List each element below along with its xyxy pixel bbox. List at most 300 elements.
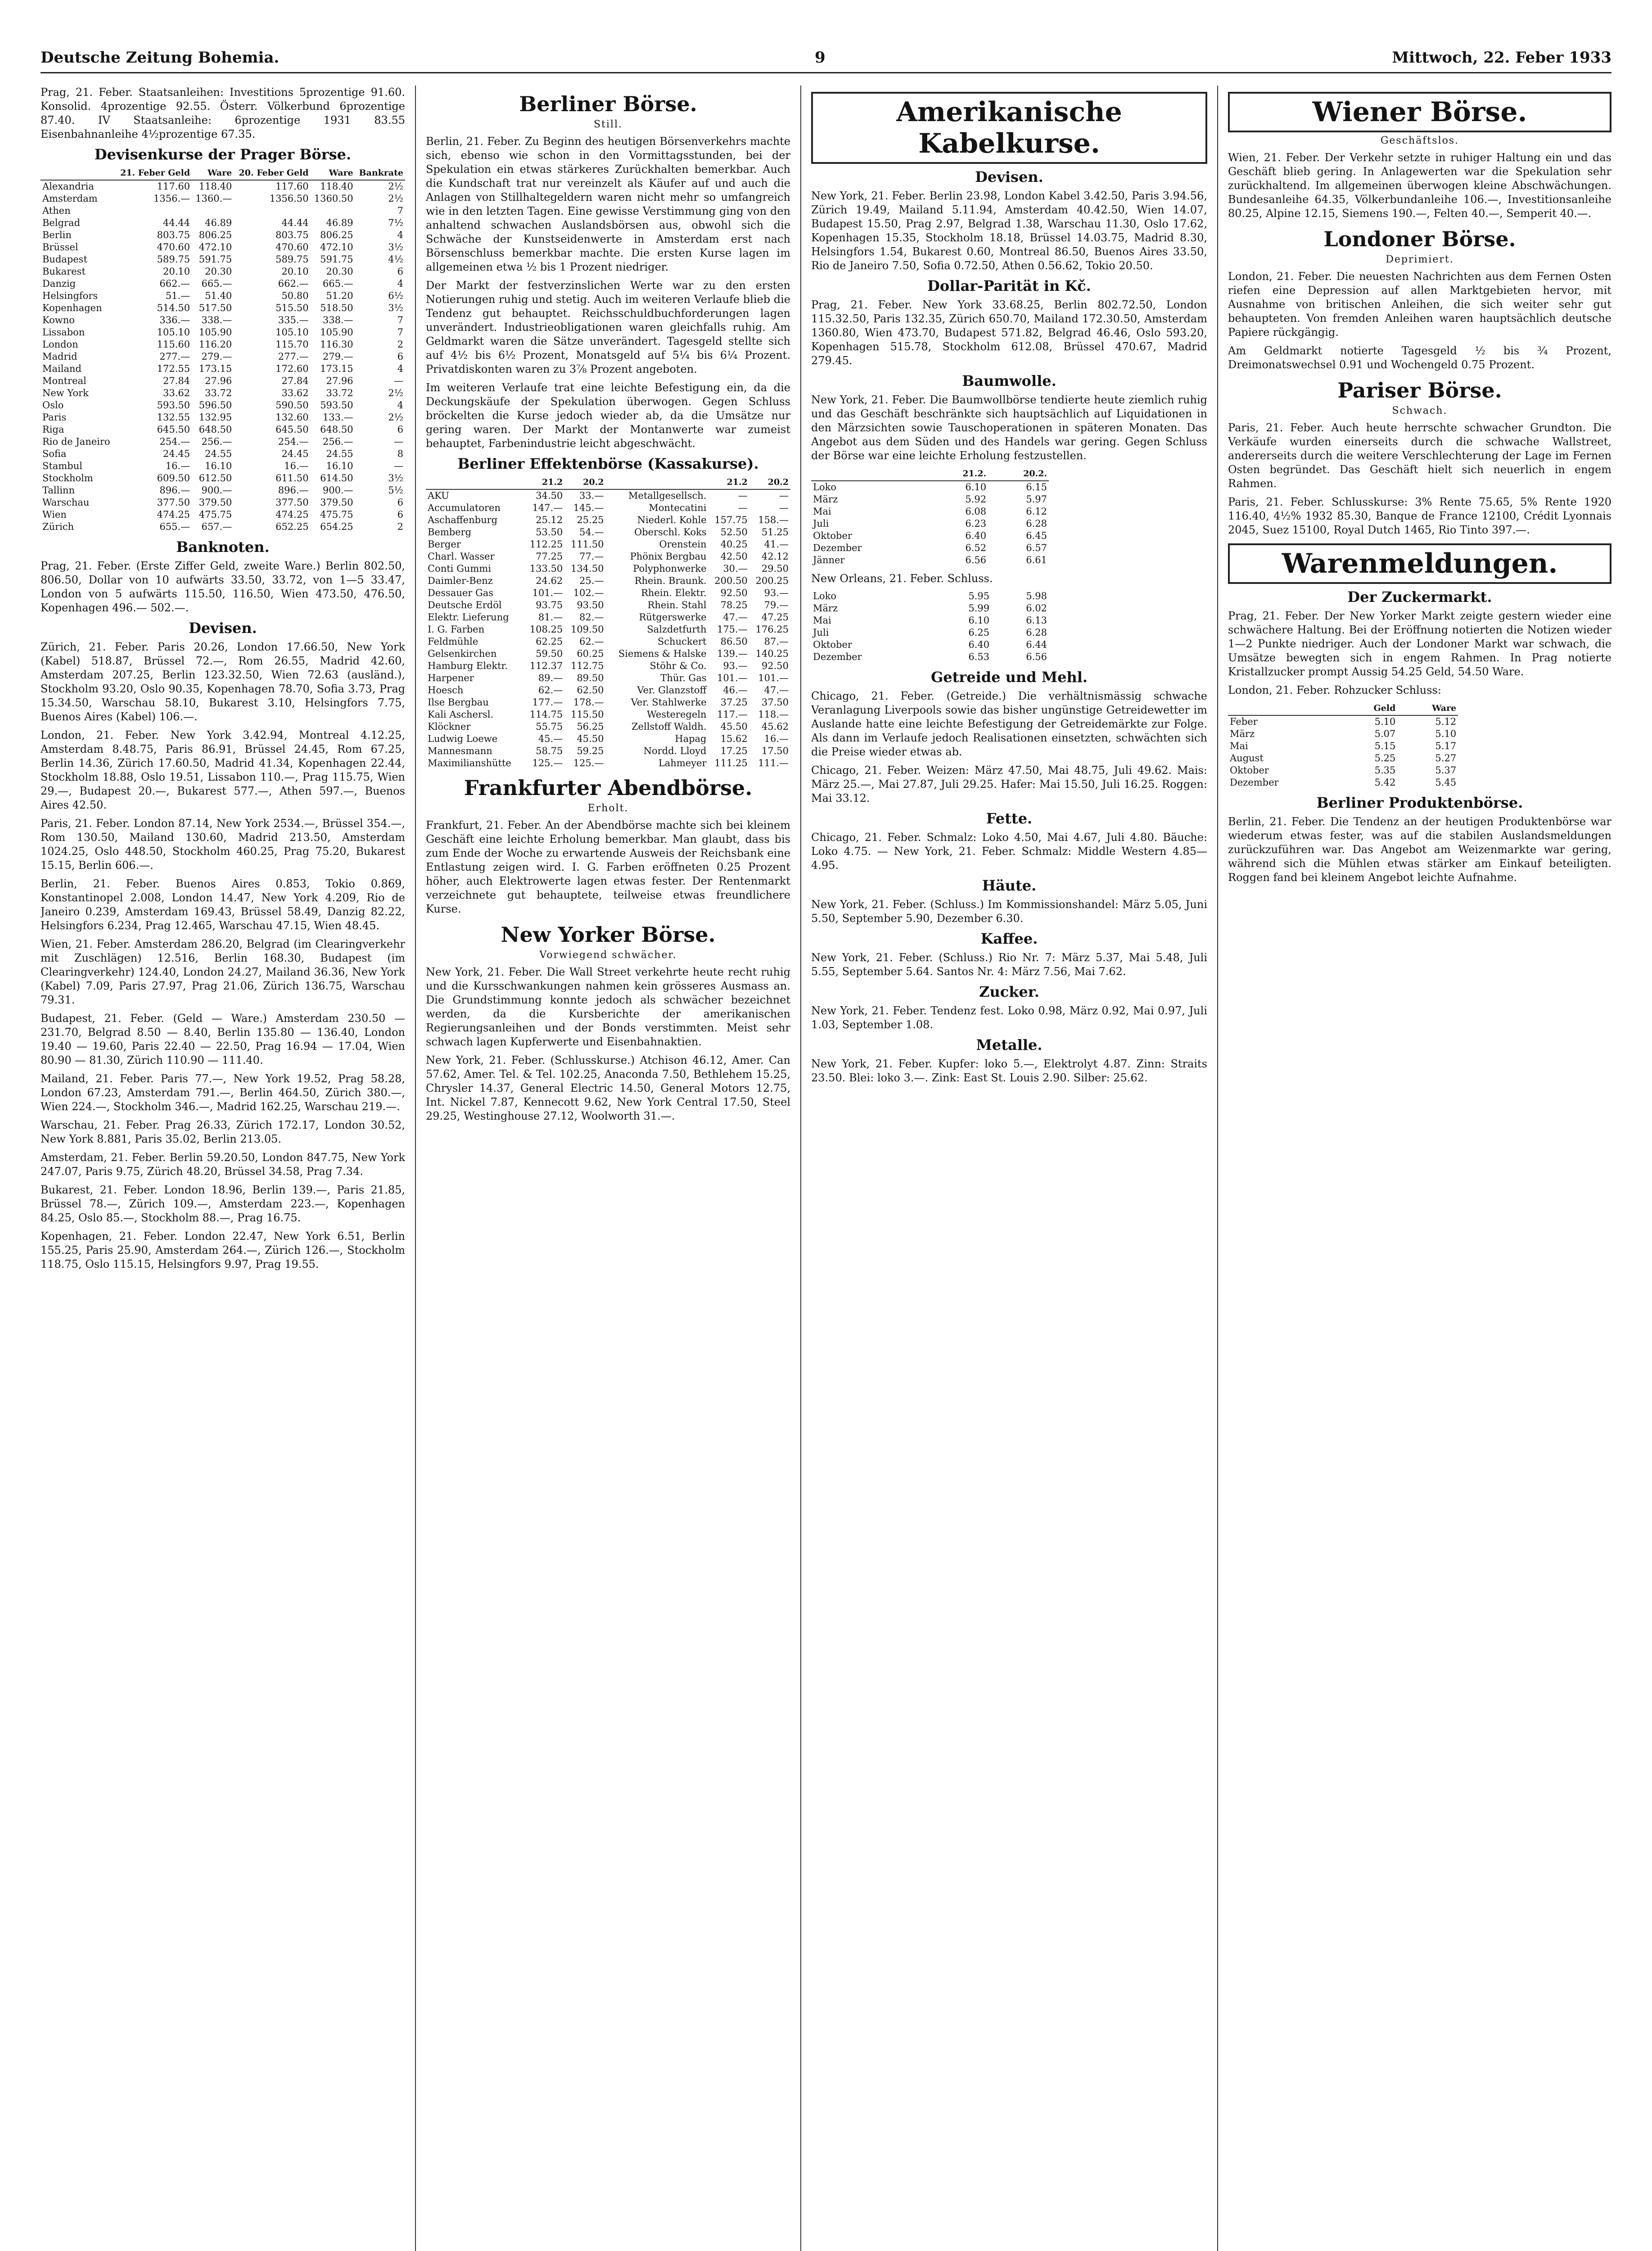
- table-cell: 5.97: [1026, 494, 1047, 505]
- table-cell: 111.50: [570, 539, 604, 550]
- devisen-row: [41, 253, 405, 266]
- table-cell: Madrid: [42, 351, 77, 362]
- banknoten-heading: Banknoten.: [176, 538, 270, 556]
- table-cell: 279.—: [322, 351, 353, 362]
- table-cell: 105.90: [320, 327, 353, 338]
- table-cell: 896.—: [159, 485, 190, 496]
- table-cell: Orenstein: [659, 539, 707, 550]
- table-cell: 652.25: [275, 521, 309, 532]
- table-cell: 102.—: [573, 588, 604, 598]
- page-number: 9: [815, 49, 826, 67]
- zuckermarkt-text: Prag, 21. Feber. Der New Yorker Markt zeigte gestern wieder eine schwächere Haltung. Bei der Eröffnung notierten die Notizen wieder 1—2 Punkte niedriger. Auch der Londoner Markt war schwach, die Umsätze bewegten sich in engem Rahmen. In Prag notierte Kristallzucker prompt Aussig 54.25 Geld, 54.50 Ware.: [1228, 610, 1611, 678]
- table-cell: Stambul: [42, 461, 82, 471]
- table-cell: —: [394, 436, 403, 447]
- effekten-row: [426, 696, 790, 709]
- table-cell: 27.96: [205, 375, 232, 386]
- table-cell: 589.75: [157, 254, 190, 265]
- table-cell: 101.—: [717, 673, 748, 683]
- table-cell: 662.—: [278, 278, 309, 289]
- devisen-row: [41, 411, 405, 424]
- london-report: London, 21. Feber. New York 3.42.94, Montreal 4.12.25, Amsterdam 8.48.75, Paris 86.91, Brüssel 24.45, Rom 67.25, Berlin 14.36, Zürich 17.60.50, Madrid 41.34, Kopenhagen 22.44, Stockholm 18.88, Oslo 19.51, Lissabon 110.—, Prag 115.75, Wien 29.—, Budapest 20.—, Bukarest 577.—, Athen 597.—, Buenos Aires 42.50.: [41, 729, 405, 811]
- devisen-row: [41, 217, 405, 229]
- table-cell: 6.15: [1026, 482, 1047, 493]
- table-cell: Stöhr & Co.: [650, 660, 707, 671]
- table-cell: 24.55: [326, 448, 353, 459]
- table-cell: 900.—: [322, 485, 353, 496]
- table-cell: 517.50: [199, 303, 232, 313]
- table-cell: 472.10: [199, 242, 232, 253]
- fette-heading: Fette.: [986, 810, 1033, 827]
- table-cell: 33.72: [326, 388, 353, 398]
- running-header: [41, 41, 1611, 73]
- effekten-row: [426, 745, 790, 757]
- table-cell: Oktober: [1230, 765, 1269, 776]
- table-cell: 590.50: [275, 400, 309, 411]
- devisen-row: [41, 375, 405, 387]
- metalle-heading: Metalle.: [976, 1036, 1043, 1053]
- table-cell: 2½: [388, 181, 403, 192]
- staatsanleihen-text: Prag, 21. Feber. Staatsanleihen: Investitions 5prozentige 91.60. Konsolid. 4prozentige 92.55. Österr. Völkerbund 6prozentige 87.40. IV Staatsanleihe: 6prozentige 1931 83.55 Eisenbahnanleihe 4½prozentige 67.35.: [41, 86, 405, 140]
- devisenkurse-heading: Devisenkurse der Prager Börse.: [94, 146, 352, 163]
- table-cell: 6: [397, 424, 403, 435]
- table-cell: 46.89: [205, 217, 232, 228]
- table-cell: Rhein. Elektr.: [641, 588, 707, 598]
- table-cell: 42.50: [720, 551, 748, 562]
- table-cell: 655.—: [159, 521, 190, 532]
- table-cell: 132.95: [199, 412, 232, 423]
- table-cell: 58.75: [536, 746, 563, 756]
- effekten-row: [426, 611, 790, 624]
- column-header: 21. Feber Geld: [115, 167, 192, 180]
- table-cell: Dezember: [813, 651, 862, 662]
- mailand-report: Mailand, 21. Feber. Paris 77.—, New York 19.52, Prag 58.28, London 67.23, Amsterdam 791.—, Berlin 464.50, Zürich 380.—, Wien 224.—, Stockholm 346.—, Madrid 162.25, Warschau 219.—.: [41, 1072, 405, 1113]
- table-cell: 5.17: [1435, 741, 1457, 751]
- table-cell: [311, 205, 355, 217]
- newspaper-page: [41, 41, 1611, 2251]
- devisen-row: [41, 302, 405, 314]
- table-cell: Berlin: [42, 230, 72, 240]
- table-cell: 59.50: [536, 648, 563, 659]
- devisen-row: [41, 241, 405, 253]
- table-cell: Hamburg Elektr.: [428, 660, 508, 671]
- effekten-row: [426, 721, 790, 733]
- wiener-boerse-subhead: Geschäftslos.: [1380, 135, 1459, 146]
- column-header: [1228, 702, 1342, 715]
- dollar-paritaet-heading: Dollar-Parität in Kč.: [927, 277, 1091, 294]
- berliner-boerse-subhead: Still.: [593, 119, 623, 130]
- table-cell: 806.25: [199, 230, 232, 240]
- baumwolle-row: [811, 651, 1049, 663]
- zucker-ny-heading: Zucker.: [979, 983, 1039, 1000]
- table-cell: 591.75: [199, 254, 232, 265]
- column-header: 20.2: [564, 476, 605, 489]
- table-cell: Lahmeyer: [658, 758, 707, 768]
- table-cell: Aschaffenburg: [428, 515, 498, 525]
- table-cell: 115.60: [157, 339, 190, 350]
- table-cell: 3½: [388, 303, 403, 313]
- baumwolle-ny-table: [811, 467, 1049, 566]
- wiener-boerse-heading: Wiener Börse.: [1228, 92, 1611, 132]
- table-cell: 591.75: [320, 254, 353, 265]
- berliner-boerse-text-2: Der Markt der festverzinslichen Werte war zu den ersten Notierungen ruhig und stetig. Auch im weiteren Verlaufe blieb die Tendenz gut behauptet. Reichsschuldbuchforderungen lagen unverändert. Industrieobligationen waren gleichfalls ruhig. Am Geldmarkt waren die Sätze unverändert. Tagesgeld stellte sich auf 4½ bis 6½ Prozent, Monatsgeld auf 5¼ bis 6¼ Prozent. Privatdiskonten waren zu 3⅞ Prozent angeboten.: [426, 279, 790, 375]
- table-cell: 62.25: [536, 636, 563, 647]
- table-cell: 6.13: [1026, 615, 1047, 626]
- table-cell: Maximilianshütte: [428, 758, 511, 768]
- table-cell: 5.37: [1435, 765, 1457, 776]
- table-cell: Amsterdam: [42, 193, 98, 204]
- produktenboerse-text: Berlin, 21. Feber. Die Tendenz an der heutigen Produktenbörse war wiederum etwas fester, was auf die stabilen Auslandsmeldungen zurückzuführen war. Das Angebot am Weizenmarkte war gering, während sich die Mühlen etwas stärker am Einkauf beteiligten. Roggen fand bei kleinem Angebot leichte Aufnahme.: [1228, 815, 1611, 884]
- table-cell: I. G. Farben: [428, 624, 485, 635]
- table-cell: 176.25: [755, 624, 789, 635]
- table-cell: 60.25: [577, 648, 604, 659]
- column-3: [811, 86, 1207, 2251]
- fette-text: Chicago, 21. Feber. Schmalz: Loko 4.50, Mai 4.67, Juli 4.80. Bäuche: Loko 4.75. — New York, 21. Feber. Schmalz: Middle Western 4.85—4.95.: [811, 831, 1207, 872]
- table-cell: 25.—: [579, 575, 604, 586]
- zucker-row: [1228, 752, 1458, 764]
- effektenboerse-heading: Berliner Effektenbörse (Kassakurse).: [457, 455, 759, 472]
- pariser-boerse-text-1: Paris, 21. Feber. Auch heute herrschte schwacher Grundton. Die Verkäufe wurden einerseits durch die schwache Wallstreet, andererseits durch die weitere Verschlechterung der Lage im Fernen Osten begründet. Das Geschäft hielt sich neuerlich in engem Rahmen.: [1228, 421, 1611, 490]
- table-cell: 101.—: [758, 673, 789, 683]
- table-cell: Hoesch: [428, 685, 464, 696]
- table-cell: 20.30: [205, 266, 232, 277]
- berliner-boerse-heading: Berliner Börse.: [519, 92, 697, 116]
- table-cell: 46.89: [326, 217, 353, 228]
- table-cell: 5.92: [965, 494, 987, 505]
- devisen-row: [41, 497, 405, 509]
- table-cell: 593.50: [157, 400, 190, 411]
- table-cell: —: [738, 502, 748, 513]
- table-cell: Dezember: [1230, 777, 1279, 788]
- baumwolle-row: [811, 639, 1049, 651]
- table-cell: 139.—: [717, 648, 748, 659]
- table-cell: 47.—: [723, 612, 748, 623]
- effekten-row: [426, 551, 790, 563]
- dollar-paritaet-text: Prag, 21. Feber. New York 33.68.25, Berlin 802.72.50, London 115.32.50, Paris 132.35, Zürich 650.70, Mailand 172.30.50, Amsterdam 1360.80, Wien 473.70, Budapest 571.82, Belgrad 46.46, Oslo 593.20, Kopenhagen 515.78, Stockholm 612.08, Brüssel 470.67, Madrid 279.45.: [811, 298, 1207, 367]
- devisen-row: [41, 314, 405, 326]
- budapest-report: Budapest, 21. Feber. (Geld — Ware.) Amsterdam 230.50 — 231.70, Belgrad 8.50 — 8.40, Berlin 135.80 — 136.40, London 19.40 — 19.60, Paris 22.40 — 22.50, Prag 16.94 — 17.04, Wien 80.90 — 81.30, Zürich 110.90 — 111.40.: [41, 1012, 405, 1067]
- table-cell: Loko: [813, 591, 836, 601]
- haeute-heading: Häute.: [982, 877, 1037, 894]
- zucker-row: [1228, 728, 1458, 740]
- table-cell: 93.—: [764, 588, 789, 598]
- table-cell: 33.—: [579, 490, 604, 501]
- table-cell: 3½: [388, 473, 403, 484]
- table-cell: 4: [397, 278, 403, 289]
- table-cell: 645.50: [275, 424, 309, 435]
- devisen-row: [41, 399, 405, 411]
- table-cell: 33.62: [281, 388, 309, 398]
- baumwolle-row: [811, 590, 1049, 602]
- table-cell: 20.30: [326, 266, 353, 277]
- table-cell: 77.25: [536, 551, 563, 562]
- effekten-row: [426, 489, 790, 502]
- table-cell: 41.—: [764, 539, 789, 550]
- table-cell: —: [394, 461, 403, 471]
- table-cell: Deutsche Erdöl: [428, 600, 502, 610]
- table-cell: Feber: [1230, 716, 1258, 727]
- table-cell: 5.10: [1374, 716, 1396, 727]
- table-cell: 175.—: [717, 624, 748, 635]
- metalle-text: New York, 21. Feber. Kupfer: loko 5.—, Elektrolyt 4.87. Zinn: Straits 23.50. Blei: loko 3.—. Zink: East St. Louis 2.90. Silber: 25.62.: [811, 1058, 1207, 1084]
- londoner-boerse-heading: Londoner Börse.: [1323, 227, 1516, 251]
- table-cell: 16.—: [165, 461, 190, 471]
- table-cell: 662.—: [159, 278, 190, 289]
- table-cell: 92.50: [761, 660, 789, 671]
- table-cell: Elektr. Lieferung: [428, 612, 509, 623]
- table-cell: 51.20: [326, 290, 353, 301]
- table-cell: 177.—: [532, 697, 563, 708]
- table-cell: 6: [397, 266, 403, 277]
- table-cell: 5.15: [1374, 741, 1396, 751]
- table-cell: [115, 205, 192, 217]
- table-cell: 40.25: [720, 539, 748, 550]
- table-cell: 133.50: [529, 563, 563, 574]
- table-cell: 7: [397, 315, 403, 325]
- column-header: [426, 476, 524, 489]
- table-cell: Berger: [428, 539, 461, 550]
- effekten-row: [426, 672, 790, 684]
- table-cell: Zellstoff Waldh.: [631, 721, 707, 732]
- table-cell: —: [779, 490, 789, 501]
- table-cell: Mai: [813, 615, 831, 626]
- effekten-row: [426, 599, 790, 611]
- table-cell: 112.37: [529, 660, 563, 671]
- table-cell: 6.10: [968, 615, 990, 626]
- frankfurter-text: Frankfurt, 21. Feber. An der Abendbörse machte sich bei kleinem Geschäft eine leichte Erholung bemerkbar. Man glaubt, dass bis zum Ende der Woche zu erwartende Ausweis der Reichsbank eine Entlastung zeigen wird. I. G. Farben eröffneten 0.25 Prozent höher, auch Elektrowerte lagen etwas fester. Der Rentenmarkt verzeichnete gut behauptete, teilweise etwas freundlichere Kurse.: [426, 819, 790, 915]
- table-cell: 6.61: [1026, 555, 1047, 565]
- londoner-boerse-text-2: Am Geldmarkt notierte Tagesgeld ½ bis ¾ Prozent, Dreimonatswechsel 0.91 und Wochengeld 0.75 Prozent.: [1228, 344, 1611, 371]
- table-cell: 475.75: [320, 509, 353, 520]
- table-cell: 134.50: [570, 563, 604, 574]
- devisen-row: [41, 448, 405, 460]
- table-cell: 7: [397, 205, 403, 216]
- table-cell: 256.—: [322, 436, 353, 447]
- effekten-row: [426, 684, 790, 696]
- table-cell: 17.50: [761, 746, 789, 756]
- table-cell: Dezember: [813, 542, 862, 553]
- table-cell: 5.45: [1435, 777, 1457, 788]
- table-cell: 79.—: [764, 600, 789, 610]
- kabel-devisen-heading: Devisen.: [975, 168, 1043, 185]
- table-cell: 47.—: [764, 685, 789, 696]
- column-rule: [1217, 86, 1218, 2251]
- kabelkurse-heading: Amerikanische Kabelkurse.: [811, 92, 1207, 164]
- table-cell: 109.50: [570, 624, 604, 635]
- table-cell: Siemens & Halske: [618, 648, 707, 659]
- table-cell: [234, 205, 310, 217]
- table-cell: 62.50: [577, 685, 604, 696]
- column-4: [1228, 86, 1611, 2251]
- baumwolle-row: [811, 615, 1049, 627]
- table-cell: 116.30: [320, 339, 353, 350]
- haeute-text: New York, 21. Feber. (Schluss.) Im Kommissionshandel: März 5.05, Juni 5.50, September 5.90, Dezember 6.30.: [811, 898, 1207, 925]
- table-cell: 4: [397, 363, 403, 374]
- table-cell: 16.10: [205, 461, 232, 471]
- table-cell: 92.50: [720, 588, 748, 598]
- table-cell: 277.—: [159, 351, 190, 362]
- table-cell: 93.—: [723, 660, 748, 671]
- table-cell: 5.07: [1374, 728, 1396, 739]
- table-cell: 803.75: [157, 230, 190, 240]
- new-yorker-text-2: New York, 21. Feber. (Schlusskurse.) Atchison 46.12, Amer. Can 57.62, Amer. Tel. & Tel. 102.25, Anaconda 7.50, Bethlehem 15.25, Chrysler 14.37, General Electric 14.50, General Motors 12.75, Int. Nickel 7.87, Kennecott 9.62, New York Central 17.50, Steel 29.25, Westinghouse 27.12, Woolworth 31.—.: [426, 1054, 790, 1122]
- table-cell: 172.55: [157, 363, 190, 374]
- effekten-row: [426, 660, 790, 672]
- column-header: 21.2.: [927, 467, 988, 481]
- column-header: [41, 167, 115, 180]
- column-rule: [415, 86, 416, 2251]
- baumwolle-row: [811, 602, 1049, 615]
- table-cell: 118.40: [320, 181, 353, 192]
- table-cell: 896.—: [278, 485, 309, 496]
- table-cell: 472.10: [320, 242, 353, 253]
- table-cell: 3½: [388, 242, 403, 253]
- table-cell: 379.50: [199, 497, 232, 508]
- devisen-row: [41, 290, 405, 302]
- table-cell: 101.—: [532, 588, 563, 598]
- column-header: 20.2: [749, 476, 790, 489]
- table-cell: Oktober: [813, 639, 852, 650]
- table-cell: 6½: [388, 290, 403, 301]
- amsterdam-report: Amsterdam, 21. Feber. Berlin 59.20.50, London 847.75, New York 247.07, Paris 9.75, Zürich 48.20, Brüssel 34.58, Prag 7.34.: [41, 1151, 405, 1178]
- table-cell: 5.35: [1374, 765, 1396, 776]
- table-cell: Rütgerswerke: [639, 612, 707, 623]
- table-cell: 1360.—: [195, 193, 232, 204]
- table-cell: —: [394, 375, 403, 386]
- table-cell: 117.60: [157, 181, 190, 192]
- table-cell: 24.55: [205, 448, 232, 459]
- table-cell: Tallinn: [42, 485, 75, 496]
- table-cell: März: [813, 494, 838, 505]
- devisen-row: [41, 351, 405, 363]
- table-cell: 1356.50: [269, 193, 309, 204]
- table-cell: 645.50: [157, 424, 190, 435]
- pariser-boerse-heading: Pariser Börse.: [1337, 378, 1502, 402]
- table-cell: 55.75: [536, 721, 563, 732]
- column-header: 20. Feber Geld: [234, 167, 310, 180]
- table-cell: Juli: [813, 518, 829, 529]
- table-cell: 803.75: [275, 230, 309, 240]
- table-cell: 900.—: [201, 485, 232, 496]
- table-cell: Harpener: [428, 673, 474, 683]
- table-cell: 596.50: [199, 400, 232, 411]
- table-cell: Polyphonwerke: [633, 563, 707, 574]
- table-cell: 1356.—: [153, 193, 190, 204]
- table-cell: 16.—: [284, 461, 309, 471]
- frankfurter-subhead: Erholt.: [587, 803, 629, 814]
- table-cell: AKU: [428, 490, 449, 501]
- devisen-row: [41, 339, 405, 351]
- table-cell: 117.60: [275, 181, 309, 192]
- table-cell: 158.—: [758, 515, 789, 525]
- table-cell: Montecatini: [649, 502, 707, 513]
- table-cell: 338.—: [322, 315, 353, 325]
- table-cell: 34.50: [536, 490, 563, 501]
- table-cell: 62.—: [579, 636, 604, 647]
- table-cell: 56.25: [577, 721, 604, 732]
- table-cell: 2: [397, 339, 403, 350]
- table-cell: 108.25: [529, 624, 563, 635]
- table-cell: Stockholm: [42, 473, 93, 484]
- column-header: [811, 467, 927, 481]
- column-rule: [800, 86, 801, 2251]
- zuckermarkt-heading: Der Zuckermarkt.: [1347, 588, 1492, 606]
- table-cell: 93.50: [577, 600, 604, 610]
- new-yorker-subhead: Vorwiegend schwächer.: [539, 949, 677, 961]
- table-cell: 178.—: [573, 697, 604, 708]
- table-cell: 6.28: [1026, 627, 1047, 638]
- table-cell: 6.40: [965, 530, 987, 541]
- devisen-row: [41, 521, 405, 533]
- table-cell: 589.75: [275, 254, 309, 265]
- table-cell: 105.10: [157, 327, 190, 338]
- table-cell: 33.62: [163, 388, 190, 398]
- table-cell: August: [1230, 753, 1264, 764]
- column-header: [605, 476, 708, 489]
- table-cell: Riga: [42, 424, 64, 435]
- zucker-london-label: London, 21. Feber. Rohzucker Schluss:: [1228, 684, 1441, 696]
- wiener-boerse-text: Wien, 21. Feber. Der Verkehr setzte in ruhiger Haltung ein und das Geschäft blieb gering. In Anlagewerten war die Spekulation sehr zurückhaltend. Im allgemeinen überwogen kleine Abschwächungen. Bundesanleihe 64.35, Völkerbundanleihe 106.—, Investitionsanleihe 80.25, Alpine 12.15, Siemens 190.—, Felten 40.—, Semperit 40.—.: [1228, 151, 1611, 220]
- table-cell: 1360.50: [314, 193, 353, 204]
- table-cell: 82.—: [579, 612, 604, 623]
- table-cell: Athen: [42, 205, 71, 216]
- table-cell: 173.15: [199, 363, 232, 374]
- table-cell: 6.08: [965, 506, 987, 517]
- column-header: 20.2.: [988, 467, 1049, 481]
- table-cell: 47.25: [761, 612, 789, 623]
- table-cell: 2½: [388, 193, 403, 204]
- table-cell: 50.80: [281, 290, 309, 301]
- table-cell: Feldmühle: [428, 636, 478, 647]
- londoner-boerse-subhead: Deprimiert.: [1386, 254, 1454, 265]
- table-cell: 29.50: [761, 563, 789, 574]
- table-cell: 172.60: [275, 363, 309, 374]
- table-cell: 2½: [388, 388, 403, 398]
- table-cell: 111.—: [758, 758, 789, 768]
- ny-devisen-text: New York, 21. Feber. Berlin 23.98, London Kabel 3.42.50, Paris 3.94.56, Zürich 19.49, Mailand 5.11.94, Amsterdam 40.42.50, Wien 14.07, Budapest 15.50, Prag 2.97, Belgrad 1.38, Warschau 11.30, Oslo 17.62, Kopenhagen 15.35, Stockholm 18.18, Brüssel 14.03.75, Madrid 8.30, Helsingfors 1.54, Bukarest 0.60, Montreal 86.50, Buenos Aires 33.50, Rio de Janeiro 7.50, Sofia 0.72.50, Athen 0.56.62, Tokio 20.50.: [811, 190, 1207, 272]
- table-cell: März: [1230, 728, 1255, 739]
- table-cell: 114.75: [529, 709, 563, 720]
- table-cell: 118.—: [758, 709, 789, 720]
- table-cell: 45.50: [720, 721, 748, 732]
- column-header: 21.2: [524, 476, 564, 489]
- zucker-ny-text: New York, 21. Feber. Tendenz fest. Loko 0.98, März 0.92, Mai 0.97, Juli 1.03, September 1.08.: [811, 1004, 1207, 1031]
- effekten-row: [426, 648, 790, 660]
- berliner-boerse-text-1: Berlin, 21. Feber. Zu Beginn des heutigen Börsenverkehrs machte sich, ebenso wie schon in den Vormittagsstunden, bei der Spekulation ein etwas stärkeres Zurückhalten bemerkbar. Auch die Kundschaft trat nur vereinzelt als Käufer auf und auch die Anlagen von Stillhaltegeldern waren nicht mehr so umfangreich wie in den letzten Tagen. Eine gewisse Verstimmung ging von den anhaltend schwachen Auslandsbörsen aus, obwohl sich die Schwäche der Kunstseidenwerte in Amsterdam erst nach Börsenschluss bemerkbar machte. Die ersten Kurse lagen im allgemeinen etwa ½ bis 1 Prozent niedriger.: [426, 135, 790, 273]
- column-header: Bankrate: [355, 167, 405, 180]
- table-cell: 254.—: [278, 436, 309, 447]
- table-cell: 27.84: [281, 375, 309, 386]
- table-cell: Niederl. Kohle: [637, 515, 707, 525]
- table-cell: Alexandria: [42, 181, 94, 192]
- baumwolle-text: New York, 21. Feber. Die Baumwollbörse tendierte heute ziemlich ruhig und das Geschäft beschränkte sich hauptsächlich auf Liquidationen in den Märzsichten sowie Tauschoperationen in späteren Monaten. Das Angebot aus dem Süden und des Handels war gering. Gegen Schluss der Börse war eine leichte Erholung festzustellen.: [811, 393, 1207, 462]
- table-cell: Budapest: [42, 254, 88, 265]
- table-cell: 806.25: [320, 230, 353, 240]
- devisen-row: [41, 229, 405, 241]
- table-cell: 52.50: [720, 527, 748, 538]
- table-cell: 470.60: [157, 242, 190, 253]
- table-cell: 256.—: [201, 436, 232, 447]
- masthead: Deutsche Zeitung Bohemia.: [41, 49, 280, 67]
- bukarest-report: Bukarest, 21. Feber. London 18.96, Berlin 139.—, Paris 21.85, Brüssel 78.—, Zürich 109.—, Amsterdam 223.—, Kopenhagen 84.25, Oslo 85.—, Stockholm 88.—, Prag 16.75.: [41, 1184, 405, 1224]
- devisen-heading: Devisen.: [189, 619, 257, 637]
- kaffee-text: New York, 21. Feber. (Schluss.) Rio Nr. 7: März 5.37, Mai 5.48, Juli 5.55, September 5.64. Santos Nr. 4: März 7.56, Mai 7.62.: [811, 951, 1207, 978]
- table-cell: 5.12: [1435, 716, 1457, 727]
- table-cell: Ver. Stahlwerke: [631, 697, 707, 708]
- effekten-row: [426, 587, 790, 599]
- table-cell: 125.—: [573, 758, 604, 768]
- effekten-row: [426, 636, 790, 648]
- table-cell: 5.10: [1435, 728, 1457, 739]
